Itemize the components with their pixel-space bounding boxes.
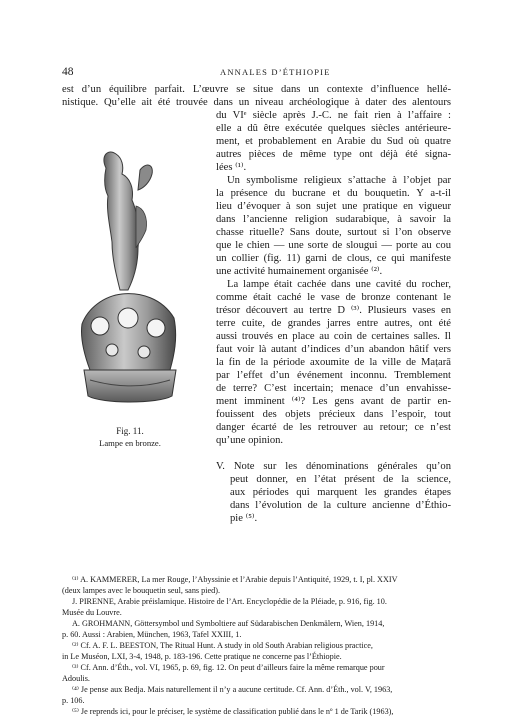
body-line: ment imminent ⁽⁴⁾? Les gens avant de partir en-	[216, 396, 451, 407]
footnote-line: ⁽⁴⁾ Je pense aux Bedja. Mais naturellement il n’y a aucune certitude. Cf. Ann. d’Éth., vol. V, 1963,	[72, 685, 393, 694]
figure-number: Fig. 11.	[116, 426, 144, 436]
page-number: 48	[62, 66, 74, 78]
footnote-line: ⁽³⁾ Cf. Ann. d’Éth., vol. VI, 1965, p. 69, fig. 12. On peut d’ailleurs faire la même remarque pour	[72, 663, 385, 672]
body-line: aux périodes qui marquent les grandes étapes	[230, 487, 451, 498]
footnote-line: in Le Muséon, LXI, 3-4, 1948, p. 183-196. Cette pratique ne concerne pas l’Éthiopie.	[62, 652, 342, 661]
body-line: autres pièces de même type ont déjà été signa-	[216, 149, 451, 160]
footnote-line: p. 60. Aussi : Arabien, München, 1963, Tafel XXIII, 1.	[62, 630, 242, 639]
body-line: terre cuite, de grandes jarres entre autres, ont été	[216, 318, 451, 329]
footnote-line: ⁽²⁾ Cf. A. F. L. BEESTON, The Ritual Hunt. A study in old South Arabian religious practice,	[72, 641, 373, 650]
body-line: qu’une opinion.	[216, 435, 284, 446]
figure-caption: Lampe en bronze.	[99, 438, 161, 448]
page-header	[62, 66, 452, 80]
body-line: peut donner, en l’état présent de la science,	[230, 474, 451, 485]
footnote-line: ⁽⁵⁾ Je reprends ici, pour le préciser, le système de classification publié dans le nº 1 de Tarik (1963),	[72, 707, 394, 716]
body-line: lieu d’évoquer à son sujet une pratique en vigueur	[216, 201, 451, 212]
body-line: trésor découvert au tertre D ⁽³⁾. Plusieurs vases en	[216, 305, 451, 316]
footnote-line: Musée du Louvre.	[62, 608, 122, 617]
body-line: fouissent des objets précieux dans l’espoir, tout	[216, 409, 451, 420]
footnote-line: Adoulis.	[62, 674, 90, 683]
running-head: ANNALES D’ÉTHIOPIE	[220, 67, 331, 77]
body-line: elle a dû être exécutée quelques siècles antérieure-	[216, 123, 451, 134]
body-line: de terre? C’est incertain; menace d’un envahisse-	[216, 383, 451, 394]
body-line: du VIᵉ siècle après J.-C. ne fait rien à l’affaire :	[216, 110, 451, 121]
body-line: faut voir là autant d’indices d’un abandon hâtif vers	[216, 344, 451, 355]
body-line: un collier (fig. 11) garni de clous, ce qui manifeste	[216, 253, 451, 264]
body-line: La lampe était cachée dans une cavité du rocher,	[227, 279, 451, 290]
body-line: par l’effet d’un événement inconnu. Tremblement	[216, 370, 451, 381]
body-line: Un symbolisme religieux s’attache à l’objet par	[227, 175, 451, 186]
body-line: chasse rituelle? Sans doute, surtout si l’on observe	[216, 227, 451, 238]
body-line: ment, et probablement en Arabie du Sud où quatre	[216, 136, 451, 147]
body-line: que le chien — une sorte de slougui — porte au cou	[216, 240, 451, 251]
body-line: est d’un équilibre parfait. L’œuvre se situe dans un contexte d’influence hellé-	[62, 84, 451, 95]
footnote-line: (deux lampes avec le bouquetin seul, sans pied).	[62, 586, 221, 595]
footnote-line: ⁽¹⁾ A. KAMMERER, La mer Rouge, l’Abyssinie et l’Arabie depuis l’Antiquité, 1929, t. I, pl. XXIV	[72, 575, 398, 584]
body-line: aussi trouvés en place au coin de certaines salles. Il	[216, 331, 451, 342]
footnote-line: p. 106.	[62, 696, 85, 705]
section-heading-line: V. Note sur les dénominations générales qu’on	[216, 461, 451, 472]
body-line: dans l’évolution de la culture ancienne d’Éthio-	[230, 500, 451, 511]
body-line: nistique. Qu’elle ait été trouvée dans un niveau archéologique à dater des alentours	[62, 97, 451, 108]
body-line: la présence du bucrane et du bouquetin. Y a-t-il	[216, 188, 451, 199]
body-line: la fin de la période axoumite de la ville de Maṭarā	[216, 357, 451, 368]
footnote-line: A. GROHMANN, Göttersymbol und Symboltiere auf Südarabischen Denkmälern, Wien, 1914,	[72, 619, 385, 628]
body-line: comme était caché le vase de bronze contenant le	[216, 292, 451, 303]
body-line: une activité humainement organisée ⁽²⁾.	[216, 266, 383, 277]
lamp-photograph	[78, 148, 182, 418]
body-line: pie ⁽⁵⁾.	[230, 513, 258, 524]
footnote-line: J. PIRENNE, Arabie préislamique. Histoire de l’Art. Encyclopédie de la Pléiade, p. 916, fig. 10.	[72, 597, 387, 606]
body-line: danger écarté de les retrouver au retour; ce n’est	[216, 422, 451, 433]
body-line: lées ⁽¹⁾.	[216, 162, 247, 173]
body-line: dans l’ancienne religion sudarabique, à savoir la	[216, 214, 451, 225]
